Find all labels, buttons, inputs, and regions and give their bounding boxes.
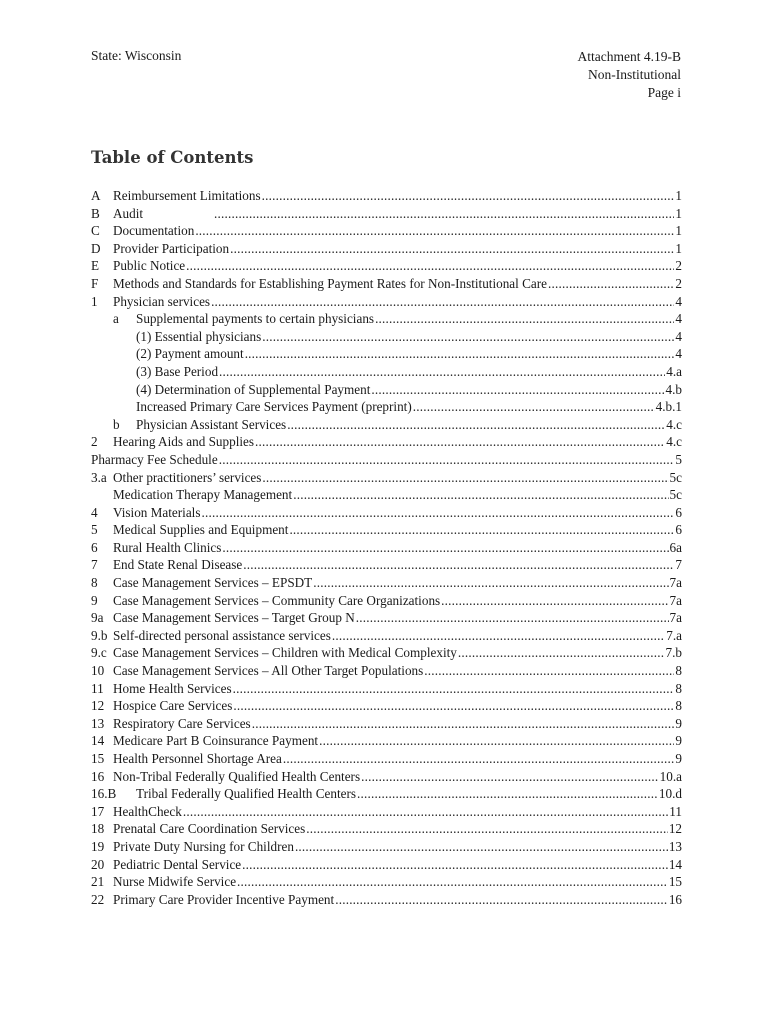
toc-entry-title: Medication Therapy Management	[113, 487, 293, 503]
dot-leader	[219, 452, 675, 468]
toc-entry-number: 20	[91, 856, 105, 872]
toc-entry-page: 6	[675, 522, 682, 538]
toc-entry-number: 13	[91, 715, 105, 731]
toc-entry-page: 4	[675, 346, 682, 362]
toc-entry[interactable]	[91, 874, 682, 892]
dot-leader	[211, 294, 674, 310]
toc-entry[interactable]	[91, 645, 682, 663]
dot-leader	[262, 470, 668, 486]
toc-entry[interactable]	[91, 821, 682, 839]
toc-entry-number: 3.a	[91, 469, 107, 485]
toc-entry-title: Prenatal Care Coordination Services	[113, 821, 306, 837]
toc-entry-page: 9	[675, 751, 682, 766]
toc-entry-page: 7a	[669, 610, 682, 626]
toc-entry-title: Increased Primary Care Services Payment (preprint)	[136, 399, 412, 415]
toc-entry-page: 7a	[669, 575, 682, 591]
toc-entry-page: 11	[669, 803, 682, 819]
dot-leader	[186, 258, 674, 274]
table-of-contents	[91, 188, 682, 909]
toc-entry-number: b	[113, 416, 120, 432]
toc-entry-title: Physician Assistant Services	[136, 416, 287, 432]
toc-entry[interactable]	[91, 241, 682, 259]
toc-entry-title: Case Management Services – All Other Target Populations	[113, 663, 424, 679]
toc-entry-number: 19	[91, 838, 105, 854]
toc-entry-page: 1	[675, 240, 682, 256]
toc-entry-number: 2	[91, 434, 98, 450]
toc-entry[interactable]	[91, 434, 682, 452]
attachment-label: Attachment 4.19-B	[577, 49, 681, 64]
toc-entry-number: 21	[91, 874, 105, 890]
category-label: Non-Institutional	[588, 67, 681, 82]
toc-entry-number: C	[91, 223, 100, 239]
toc-entry-title: Nurse Midwife Service	[113, 874, 237, 890]
toc-entry-title: Other practitioners’ services	[113, 469, 262, 485]
toc-entry-page: 5c	[669, 469, 682, 485]
toc-entry-page: 7a	[669, 592, 682, 608]
toc-entry-number: 15	[91, 751, 105, 766]
toc-entry-page: 10.d	[658, 786, 682, 802]
toc-entry-number: 7	[91, 557, 98, 573]
toc-entry[interactable]	[91, 769, 682, 787]
dot-leader	[548, 276, 674, 292]
toc-entry-page: 8	[675, 663, 682, 679]
toc-entry-page: 5c	[669, 487, 682, 503]
toc-entry[interactable]	[91, 294, 682, 312]
toc-entry-title: Medicare Part B Coinsurance Payment	[113, 733, 319, 749]
toc-entry-number: 5	[91, 522, 98, 538]
toc-entry[interactable]	[91, 346, 682, 364]
toc-entry-title: Health Personnel Shortage Area	[113, 751, 282, 766]
dot-leader	[375, 311, 674, 327]
toc-entry-title: Vision Materials	[113, 504, 201, 520]
toc-entry[interactable]	[91, 540, 682, 558]
toc-entry-page: 2	[675, 275, 682, 291]
toc-entry-page: 1	[675, 205, 682, 221]
dot-leader	[289, 522, 674, 538]
toc-entry[interactable]	[91, 892, 682, 910]
toc-entry-title: Non-Tribal Federally Qualified Health Centers	[113, 768, 361, 784]
dot-leader	[214, 206, 674, 222]
toc-entry-number: 10	[91, 663, 105, 679]
toc-entry[interactable]	[91, 470, 682, 488]
toc-entry-title: Home Health Services	[113, 680, 232, 696]
toc-entry-title: Case Management Services – Target Group N	[113, 610, 355, 626]
toc-entry-title: Pediatric Dental Service	[113, 856, 242, 872]
toc-entry[interactable]	[91, 487, 682, 505]
toc-entry[interactable]	[91, 206, 682, 224]
toc-entry-title: Case Management Services – Children with Medical Complexity	[113, 645, 457, 661]
toc-entry-number: 1	[91, 293, 98, 309]
page-header-right	[578, 48, 681, 102]
toc-entry-page: 7.a	[666, 627, 682, 643]
toc-entry-page: 4.b	[665, 381, 682, 397]
toc-entry-title: (4) Determination of Supplemental Payment	[136, 381, 371, 397]
toc-entry-title: Case Management Services – Community Care Organizations	[113, 592, 441, 608]
toc-entry[interactable]	[91, 839, 682, 857]
toc-entry[interactable]	[91, 329, 682, 347]
toc-entry-title: Primary Care Provider Incentive Payment	[113, 891, 335, 907]
dot-leader	[201, 505, 674, 521]
toc-entry-number: 8	[91, 575, 98, 591]
toc-entry-page: 1	[675, 223, 682, 239]
toc-entry[interactable]	[91, 716, 682, 734]
toc-entry-number: 9a	[91, 610, 104, 626]
toc-entry-number: 9	[91, 592, 98, 608]
dot-leader	[293, 487, 668, 503]
toc-entry[interactable]	[91, 364, 682, 382]
toc-entry-title: Private Duty Nursing for Children	[113, 838, 294, 854]
toc-entry-page: 4	[675, 293, 682, 309]
dot-leader	[245, 346, 675, 362]
dot-leader	[233, 681, 675, 697]
toc-entry-number: 9.b	[91, 627, 108, 643]
state-label: State: Wisconsin	[91, 48, 182, 63]
toc-entry-page: 8	[675, 680, 682, 696]
toc-entry-page: 1	[675, 188, 682, 203]
toc-entry-number: 11	[91, 680, 104, 696]
toc-entry-page: 10.a	[659, 768, 682, 784]
dot-leader	[371, 382, 664, 398]
dot-leader	[233, 698, 674, 714]
dot-leader	[295, 839, 668, 855]
toc-entry-page: 4	[675, 311, 682, 327]
toc-entry[interactable]	[91, 786, 682, 804]
toc-entry-number: B	[91, 205, 100, 221]
toc-entry-title: Physician services	[113, 293, 211, 309]
toc-entry-page: 4.c	[666, 434, 682, 450]
dot-leader	[413, 399, 655, 415]
dot-leader	[222, 540, 668, 556]
toc-entry-page: 4.a	[666, 363, 682, 379]
toc-entry-page: 13	[668, 838, 682, 854]
dot-leader	[458, 645, 665, 661]
toc-entry-page: 14	[668, 856, 682, 872]
toc-entry-title: Documentation	[113, 223, 195, 239]
toc-entry[interactable]	[91, 188, 682, 206]
toc-entry-number: 6	[91, 539, 98, 555]
toc-entry-page: 2	[675, 258, 682, 274]
toc-entry-number: a	[113, 311, 119, 327]
toc-entry-title: Hospice Care Services	[113, 698, 233, 714]
toc-entry[interactable]	[91, 452, 682, 470]
toc-entry-title: Methods and Standards for Establishing Payment Rates for Non-Institutional Care	[113, 275, 548, 291]
toc-entry-title: End State Renal Disease	[113, 557, 243, 573]
dot-leader	[287, 417, 665, 433]
toc-entry[interactable]	[91, 857, 682, 875]
dot-leader	[219, 364, 665, 380]
toc-entry[interactable]	[91, 258, 682, 276]
toc-entry-title: (3) Base Period	[136, 363, 219, 379]
toc-entry[interactable]	[91, 663, 682, 681]
toc-entry[interactable]	[91, 399, 682, 417]
toc-entry-page: 7.b	[665, 645, 682, 661]
toc-entry[interactable]	[91, 382, 682, 400]
dot-leader	[361, 769, 659, 785]
dot-leader	[332, 628, 665, 644]
page-number: Page i	[647, 85, 681, 100]
toc-entry-page: 12	[668, 821, 682, 837]
toc-entry-title: Tribal Federally Qualified Health Centers	[136, 786, 356, 802]
toc-entry[interactable]	[91, 681, 682, 699]
toc-entry-number: 14	[91, 733, 105, 749]
dot-leader	[313, 575, 668, 591]
dot-leader	[262, 329, 674, 345]
toc-entry[interactable]	[91, 698, 682, 716]
toc-title: Table of Contents	[91, 148, 254, 167]
toc-entry-title: Provider Participation	[113, 240, 230, 256]
toc-entry[interactable]	[91, 575, 682, 593]
toc-entry-number: 16	[91, 768, 105, 784]
toc-entry[interactable]	[91, 223, 682, 241]
toc-entry[interactable]	[91, 557, 682, 575]
dot-leader	[230, 241, 674, 257]
toc-entry[interactable]	[91, 276, 682, 294]
toc-entry-number: A	[91, 188, 101, 203]
toc-entry-title: Hearing Aids and Supplies	[113, 434, 255, 450]
dot-leader	[424, 663, 674, 679]
dot-leader	[356, 610, 669, 626]
toc-entry[interactable]	[91, 628, 682, 646]
toc-entry-title: Audit	[113, 205, 144, 221]
toc-entry-page: 8	[675, 698, 682, 714]
toc-entry-number: 16.B	[91, 786, 117, 802]
toc-entry-number: E	[91, 258, 100, 274]
dot-leader	[262, 188, 675, 204]
toc-entry-number: F	[91, 275, 99, 291]
toc-entry[interactable]	[91, 733, 682, 751]
toc-entry-title: Public Notice	[113, 258, 186, 274]
dot-leader	[243, 557, 674, 573]
toc-entry-page: 9	[675, 715, 682, 731]
toc-entry-title: (1) Essential physicians	[136, 328, 262, 344]
dot-leader	[255, 434, 665, 450]
toc-entry-number: 12	[91, 698, 105, 714]
dot-leader	[441, 593, 668, 609]
dot-leader	[252, 716, 675, 732]
toc-entry-page: 7	[675, 557, 682, 573]
toc-entry-title: Case Management Services – EPSDT	[113, 575, 313, 591]
toc-entry[interactable]	[91, 593, 682, 611]
toc-entry-title: Self-directed personal assistance services	[113, 627, 331, 643]
toc-entry-page: 4.b.1	[655, 399, 682, 415]
toc-entry[interactable]	[91, 522, 682, 540]
toc-entry-title: HealthCheck	[113, 803, 182, 819]
dot-leader	[237, 874, 668, 890]
dot-leader	[195, 223, 674, 239]
toc-entry-number: D	[91, 240, 101, 256]
toc-entry-page: 9	[675, 733, 682, 749]
toc-entry-page: 5	[675, 451, 682, 467]
toc-entry[interactable]	[91, 751, 682, 769]
toc-entry[interactable]	[91, 610, 682, 628]
toc-entry-page: 15	[668, 874, 682, 890]
toc-entry-title: Pharmacy Fee Schedule	[91, 451, 218, 467]
toc-entry-number: 22	[91, 891, 105, 907]
toc-entry-title: Rural Health Clinics	[113, 539, 222, 555]
toc-entry-title: Medical Supplies and Equipment	[113, 522, 289, 538]
toc-entry-number: 17	[91, 803, 105, 819]
toc-entry-page: 16	[668, 891, 682, 907]
dot-leader	[335, 892, 668, 908]
toc-entry[interactable]	[91, 417, 682, 435]
toc-entry-page: 4.c	[666, 416, 682, 432]
toc-entry[interactable]	[91, 804, 682, 822]
toc-entry-page: 4	[675, 328, 682, 344]
dot-leader	[183, 804, 668, 820]
toc-entry-title: Supplemental payments to certain physicians	[136, 311, 375, 327]
toc-entry-number: 4	[91, 504, 98, 520]
toc-entry-page: 6a	[669, 539, 682, 555]
dot-leader	[319, 733, 674, 749]
dot-leader	[306, 821, 668, 837]
toc-entry-page: 6	[675, 504, 682, 520]
dot-leader	[357, 786, 658, 802]
toc-entry[interactable]	[91, 311, 682, 329]
toc-entry-title: Reimbursement Limitations	[113, 188, 261, 203]
toc-entry-number: 18	[91, 821, 105, 837]
dot-leader	[242, 857, 668, 873]
toc-entry-title: Respiratory Care Services	[113, 715, 251, 731]
toc-entry-title: (2) Payment amount	[136, 346, 244, 362]
toc-entry-number: 9.c	[91, 645, 107, 661]
dot-leader	[283, 751, 675, 767]
toc-entry[interactable]	[91, 505, 682, 523]
